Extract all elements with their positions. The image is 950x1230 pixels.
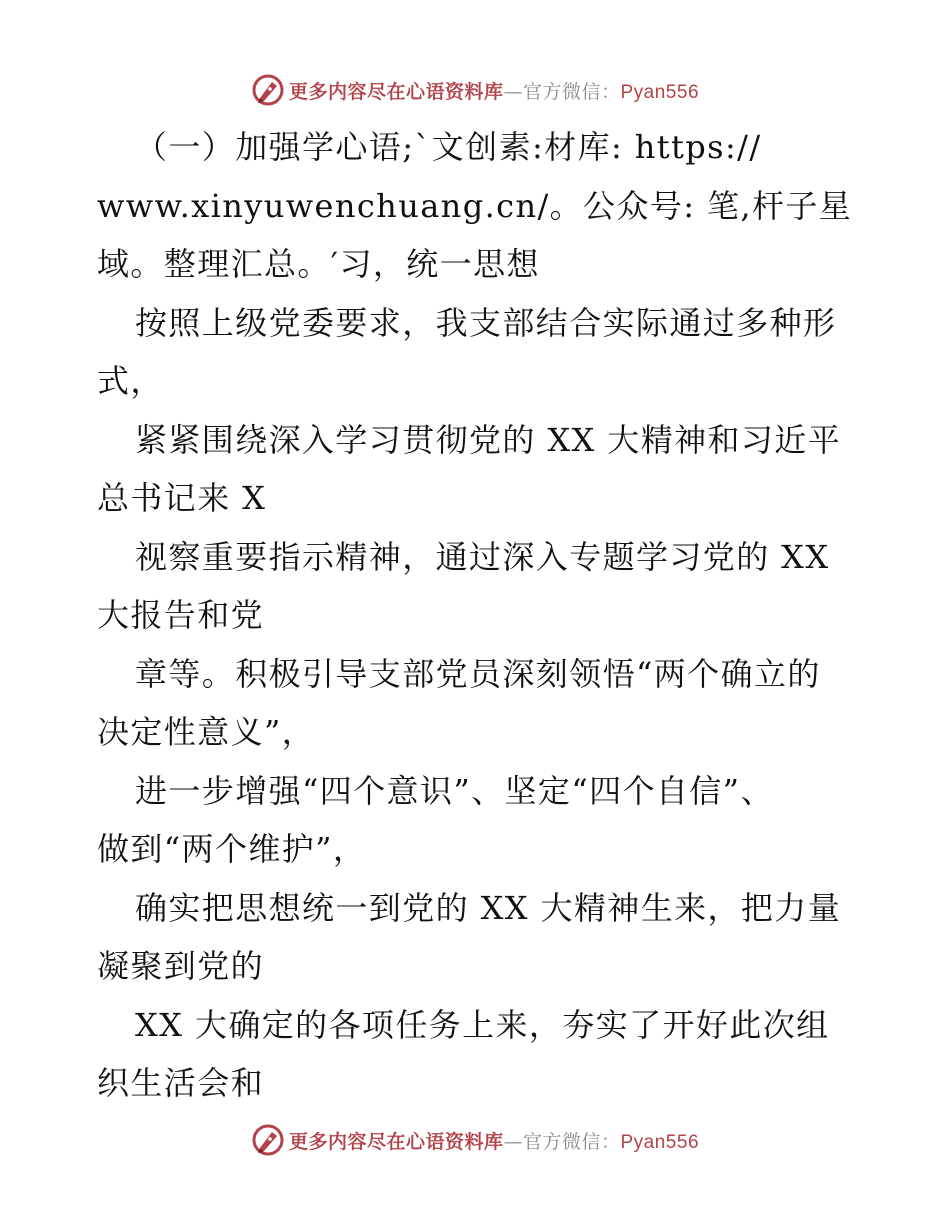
body-text-line: 式， (97, 362, 164, 400)
body-text-line: 总书记来 X (97, 479, 267, 517)
footer-site-name: 更多内容尽在心语资料库 (288, 1130, 504, 1153)
body-text-line: 做到“两个维护”， (97, 830, 367, 868)
body-text-line: 域。整理汇总。′习，统一思想 (97, 245, 540, 283)
body-text-line: 紧紧围绕深入学习贯彻党的 XX 大精神和习近平 (135, 420, 842, 459)
footer-wechat-handle: Pyan556 (620, 1131, 700, 1153)
body-text-line: 进一步增强“四个意识”、坚定“四个自信”、 (135, 771, 774, 810)
body-text-line: 凝聚到党的 (97, 947, 265, 985)
footer-wechat-label: 官方微信： (522, 1130, 621, 1153)
body-text-line: 织生活会和 (97, 1064, 265, 1102)
footer-separator: — (503, 1130, 523, 1153)
body-text-line: 按照上级党委要求，我支部结合实际通过多种形 (135, 303, 837, 342)
footer-banner (0, 1120, 950, 1160)
body-text-line: 决定性意义”， (97, 713, 316, 751)
pen-nib-logo-icon (251, 73, 285, 107)
header-separator: — (503, 80, 523, 103)
header-site-name: 更多内容尽在心语资料库 (288, 80, 504, 103)
footer-banner-text (289, 1127, 699, 1154)
body-text-line: （一）加强学心语;`文创素:材库: https:// (135, 128, 762, 166)
body-text-line: 视察重要指示精神，通过深入专题学习党的 XX (135, 537, 830, 576)
body-text-line: 确实把思想统一到党的 XX 大精神生来，把力量 (135, 888, 842, 927)
body-text-line: 大报告和党 (97, 596, 265, 634)
header-wechat-label: 官方微信： (522, 80, 621, 103)
document-body (97, 118, 857, 1113)
body-text-line: 章等。积极引导支部党员深刻领悟“两个确立的 (135, 654, 821, 693)
body-text-line: XX 大确定的各项任务上来，夯实了开好此次组 (135, 1005, 830, 1044)
body-text-line: www.xinyuwenchuang.cn/。公众号: 笔,杆子星 (97, 186, 853, 225)
pen-nib-logo-icon (251, 1123, 285, 1157)
header-banner-text (289, 77, 699, 104)
header-banner (0, 70, 950, 110)
header-wechat-handle: Pyan556 (620, 81, 700, 103)
